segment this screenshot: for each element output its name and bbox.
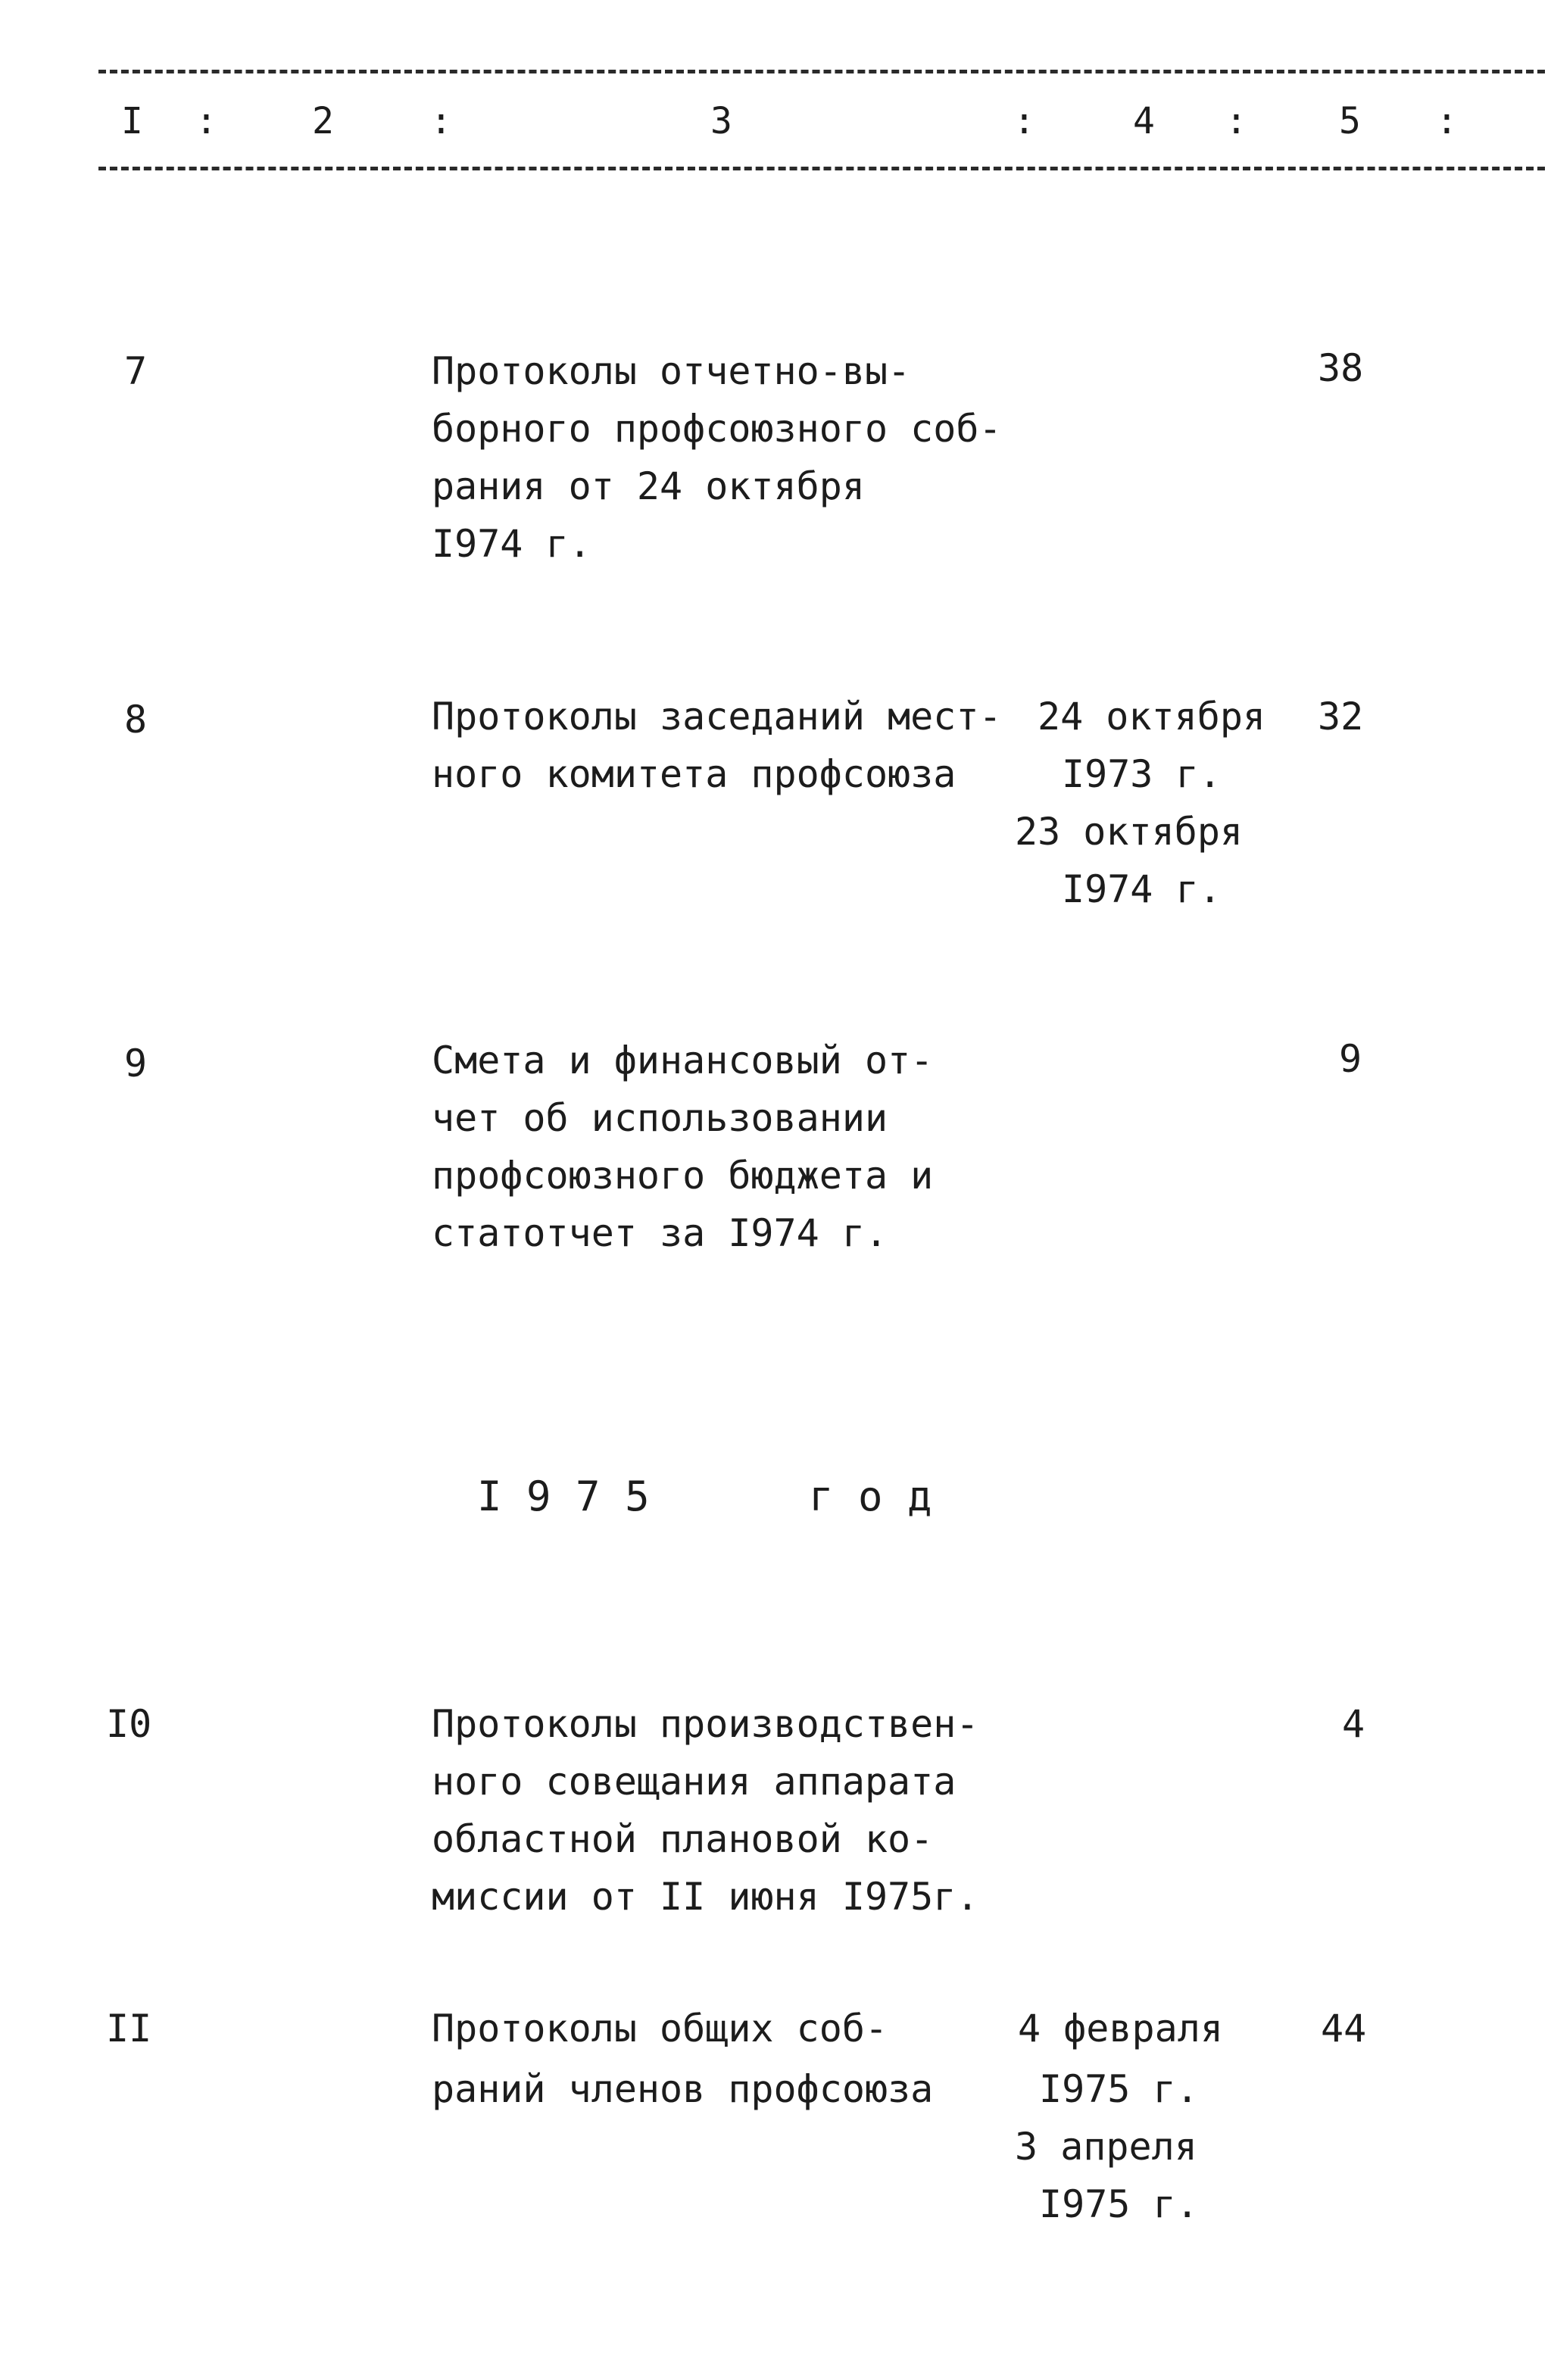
row-title-line: ного комитета профсоюза — [432, 752, 957, 796]
row-number: 8 — [124, 698, 148, 742]
row-date-line: I975 г. — [1039, 2182, 1199, 2226]
row-title-line: Протоколы общих соб- — [432, 2007, 888, 2050]
row-title-line: областной плановой ко- — [432, 1817, 934, 1861]
row-title-line: ного совещания аппарата — [432, 1760, 957, 1804]
row-title-line: чет об использовании — [432, 1096, 888, 1140]
row-date-line: I975 г. — [1039, 2067, 1199, 2111]
header-col-5: 5 — [1339, 100, 1361, 142]
row-number: 9 — [124, 1042, 148, 1085]
header-col-2: 2 — [312, 100, 334, 142]
row-sheet-count: 44 — [1321, 2007, 1367, 2050]
row-title-line: Протоколы производствен- — [432, 1702, 979, 1746]
row-title-line: статотчет за I974 г. — [432, 1211, 888, 1255]
row-sheet-count: 9 — [1339, 1037, 1362, 1081]
header-separator-1: : — [195, 100, 217, 142]
row-number: 7 — [124, 349, 148, 393]
header-separator-4: : — [1225, 100, 1247, 142]
header-bottom-rule — [98, 167, 1545, 170]
row-title-line: Протоколы отчетно-вы- — [432, 349, 911, 393]
header-col-4: 4 — [1133, 100, 1155, 142]
row-title-line: I974 г. — [432, 522, 591, 566]
header-separator-5: : — [1436, 100, 1458, 142]
header-col-3: 3 — [710, 100, 732, 142]
row-number: I0 — [106, 1702, 152, 1746]
row-sheet-count: 38 — [1318, 346, 1364, 390]
row-date-line: 4 февраля — [1018, 2007, 1223, 2050]
row-title-line: Протоколы заседаний мест- — [432, 695, 1002, 739]
row-date-line: I973 г. — [1062, 752, 1222, 796]
row-date-line: 24 октября — [1038, 695, 1266, 739]
header-separator-3: : — [1013, 100, 1035, 142]
row-sheet-count: 4 — [1342, 1702, 1365, 1746]
header-separator-2: : — [430, 100, 452, 142]
row-title-line: профсоюзного бюджета и — [432, 1154, 934, 1198]
row-date-line: 3 апреля — [1015, 2125, 1197, 2169]
row-sheet-count: 32 — [1318, 695, 1364, 739]
row-number: II — [106, 2007, 152, 2050]
year-heading-word: г о д — [809, 1473, 932, 1520]
row-title-line: миссии от II июня I975г. — [432, 1875, 979, 1919]
row-title-line: борного профсоюзного соб- — [432, 407, 1002, 451]
row-title-line: Смета и финансовый от- — [432, 1039, 934, 1082]
row-title-line: рания от 24 октября — [432, 464, 865, 508]
row-date-line: I974 г. — [1062, 867, 1222, 911]
header-col-1: I — [121, 100, 143, 142]
row-date-line: 23 октября — [1015, 810, 1244, 854]
row-title-line: раний членов профсоюза — [432, 2067, 934, 2111]
year-heading-year: I 9 7 5 — [477, 1473, 650, 1520]
header-top-rule — [98, 70, 1545, 73]
